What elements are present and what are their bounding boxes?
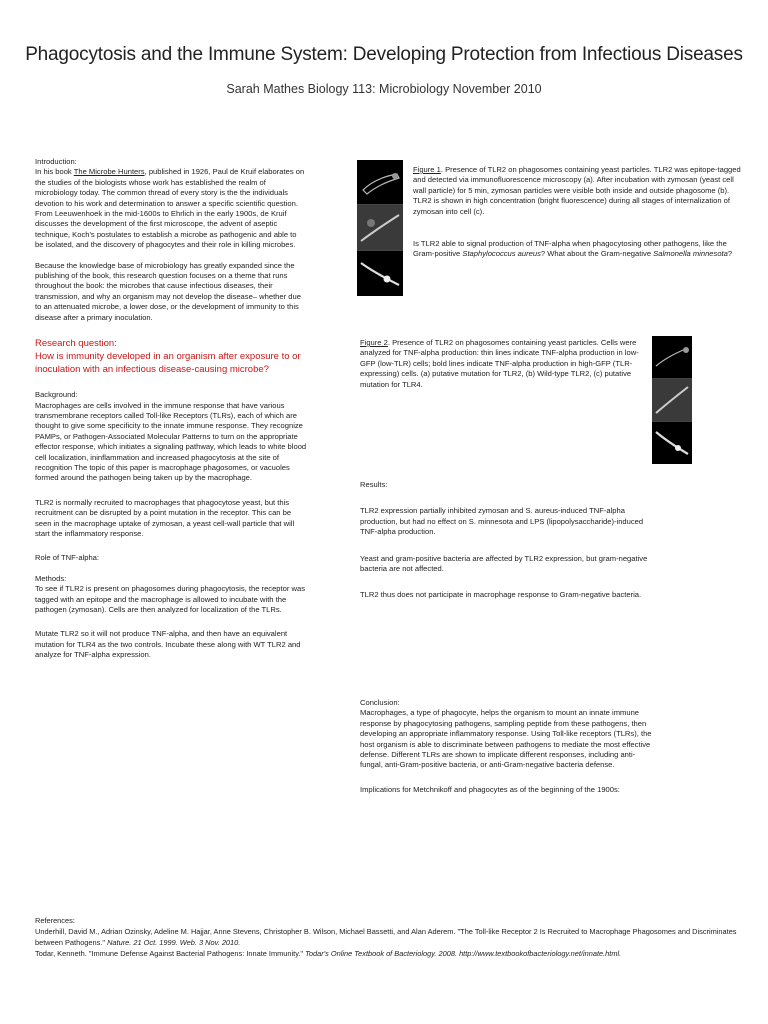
reference-1-text: Underhill, David M., Adrian Ozinsky, Adeline M. Hajjar, Anne Stevens, Christopher B. Wilson, Michael Bassetti, and Alan Aderem. "The Toll-like Receptor 2 Is Recruited to Macrophage Phagosomes and Discriminates between Pathogens." bbox=[35, 927, 737, 947]
background-heading: Background: bbox=[35, 390, 78, 400]
figure-2-block bbox=[360, 338, 643, 400]
reference-1-source: Nature. 21 Oct. 1999. Web. 3 Nov. 2010. bbox=[107, 938, 241, 947]
intro-paragraph-2: Because the knowledge base of microbiology has greatly expanded since the publishing of the book, this research question focuses on a theme that runs throughout the book: the microbes that cause infectious diseases, their transmission, and why an organism may not develop the disease– whether due to an attenuated microbe, a lower dose, or the development of immunity to this disease after a primary inoculation. bbox=[35, 260, 301, 322]
micrograph-b bbox=[357, 205, 403, 251]
micrograph-2a bbox=[652, 336, 692, 379]
micrograph-c bbox=[357, 251, 403, 296]
reference-1 bbox=[35, 926, 745, 948]
conclusion-paragraph-1: Macrophages, a type of phagocyte, helps the organism to mount an innate immune response by phagocytosing pathogens, sampling peptide from these pathogens, then developing an appropriate inflammatory response. Using Toll-like receptors (TLRs), the host organism is able to discriminate between pathogens to mediate the most effective defense. Different TLRs are shown to implicate different responses, including anti-fungal, anti-Gram-positive bacteria, or anti-Gram-negative bacteria defense. bbox=[360, 708, 652, 770]
left-column bbox=[35, 157, 307, 671]
micrograph-2c-graphic bbox=[652, 422, 692, 464]
conclusion-block bbox=[360, 698, 655, 805]
conclusion-heading: Conclusion: bbox=[360, 698, 400, 707]
references-heading: References: bbox=[35, 916, 75, 925]
reference-2-text: Todar, Kenneth. "Immune Defense Against Bacterial Pathogens: Innate Immunity." bbox=[35, 949, 306, 958]
figure-2-caption-text: . Presence of TLR2 on phagosomes containing yeast particles. Cells were analyzed for TNF-alpha production: thin lines indicate TNF-alpha production in low-GFP (low-TLR) cells; bold lines indicate TNF-alpha production in high-GFP (TLR-expressing) cells. (a) putative mutation for TLR2, (b) Wild-type TLR2, (c) putative mutation for TLR4. bbox=[360, 338, 639, 389]
figure-1-caption bbox=[413, 165, 741, 217]
figure-2-micrographs bbox=[652, 336, 692, 464]
poster-subtitle: Sarah Mathes Biology 113: Microbiology November 2010 bbox=[226, 82, 542, 96]
micrograph-2c bbox=[652, 422, 692, 464]
results-paragraph-2: Yeast and gram-positive bacteria are affected by TLR2 expression, but gram-negative bacteria are not affected. bbox=[360, 553, 648, 574]
micrograph-2b-graphic bbox=[652, 379, 692, 421]
figure-2-caption bbox=[360, 338, 643, 390]
research-heading: Research question: bbox=[35, 338, 117, 350]
figure-1-block bbox=[413, 165, 741, 270]
micrograph-a bbox=[357, 160, 403, 205]
results-heading: Results: bbox=[360, 480, 388, 489]
role-tnf-alpha: Role of TNF-alpha: bbox=[35, 553, 100, 563]
intro-text-a: In his book bbox=[35, 167, 74, 177]
reference-2-source: Todar's Online Textbook of Bacteriology. 2008. http://www.textbookofbacteriology.net/innate.html. bbox=[305, 949, 622, 958]
question-text-c: ? bbox=[727, 249, 733, 259]
micrograph-2a-graphic bbox=[652, 336, 692, 378]
methods-paragraph-2: Mutate TLR2 so it will not produce TNF-alpha, and then have an equivalent mutation for TLR4 as the two controls. Incubate these along with WT TLR2 and analyze for TNF-alpha expression. bbox=[35, 629, 301, 660]
figure-1-micrographs bbox=[357, 160, 403, 296]
intro-paragraph-1 bbox=[35, 167, 307, 250]
micrograph-a-graphic bbox=[357, 160, 403, 204]
results-paragraph-3: TLR2 thus does not participate in macrophage response to Gram-negative bacteria. bbox=[360, 590, 642, 600]
background-paragraph-2: TLR2 is normally recruited to macrophages that phagocytose yeast, but this recruitment can be disrupted by a point mutation in the receptor. This can be seen in the macrophage uptake of zymosan, a yeast cell-wall particle that will start the inflammatory response. bbox=[35, 497, 295, 538]
question-text-a: Is TLR2 able to signal production of TNF-alpha when phagocytosing other pathogens, like the Gram-positive bbox=[413, 239, 727, 259]
species-salmonella: Salmonella minnesota bbox=[653, 249, 728, 259]
figure-2-label: Figure 2 bbox=[360, 338, 388, 347]
book-title: The Microbe Hunters bbox=[73, 167, 145, 177]
intro-heading: Introduction: bbox=[35, 157, 77, 166]
species-staph: Staphylococcus aureus bbox=[462, 249, 541, 259]
micrograph-2b bbox=[652, 379, 692, 422]
research-question-text: How is immunity developed in an organism after exposure to or inoculation with an infectious disease-causing microbe? bbox=[35, 351, 301, 376]
micrograph-b-graphic bbox=[357, 205, 403, 250]
results-block bbox=[360, 480, 650, 611]
question-text-b: ? What about the Gram-negative bbox=[540, 249, 654, 259]
methods-heading: Methods: bbox=[35, 573, 67, 583]
methods-paragraph-1: To see if TLR2 is present on phagosomes during phagocytosis, the receptor was tagged with an epitope and the macrophage is allowed to incubate with the pathogen (zymosan). Cells are then analyzed for localization of the TLRs. bbox=[35, 584, 306, 614]
micrograph-c-graphic bbox=[357, 251, 403, 296]
poster-title: Phagocytosis and the Immune System: Developing Protection from Infectious Diseases bbox=[25, 44, 743, 65]
figure-1-question bbox=[413, 239, 741, 260]
references-block bbox=[35, 915, 745, 959]
results-paragraph-1: TLR2 expression partially inhibited zymosan and S. aureus-induced TNF-alpha production, but had no effect on S. minnesota and LPS (lipopolysaccharide)-induced TNF-alpha production. bbox=[360, 506, 644, 537]
intro-text-b: , published in 1926, Paul de Kruif elaborates on the studies of the biologists whose work has established the realm of microbiology today. The common thread of every story is the the individuals devotion to his work and determination to answer a specific scientific question. From Leeuwenhoek in the mid-1600s to Ehrlich in the early 1900s, de Kruif discusses the development of the first microscope, the advent of aseptic technique, Koch's postulates to establish a microbe as pathogenic and able to be isolated, and the discovery of phagocytes and their role in killing microbes. bbox=[35, 167, 305, 250]
figure-1-label: Figure 1 bbox=[413, 165, 441, 174]
background-paragraph-1: Macrophages are cells involved in the immune response that have various transmembrane receptors called Toll-like Receptors (TLRs), each of which are thought to give some specificity to the innate immune response. They recognize PAMPs, or Pathogen-Associated Molecular Patterns to turn on the appropriate effector response, which initiates a signaling pathway, which leads to white blood cell localization, ininflammation and increased phagocytosis at the site of recognition The topic of this paper is macrophage phagosomes, or vacuoles formed around the pathogen being taken up by the macrophage. bbox=[35, 400, 307, 483]
figure-1-caption-text: . Presence of TLR2 on phagosomes containing yeast particles. TLR2 was epitope-tagged and detected via immunofluorescence microscopy (a). After incubation with zymosan (yeast cell wall particle) for 5 min, zymosan particles were visible both inside and outside phagosome (b). TLR2 is shown in high concentration (bright fluorescence) during all stages of internalization of zymosan into cell (c). bbox=[413, 165, 741, 216]
research-question bbox=[35, 337, 307, 376]
conclusion-paragraph-2: Implications for Metchnikoff and phagocytes as of the beginning of the 1900s: bbox=[360, 784, 620, 794]
reference-2 bbox=[35, 948, 745, 959]
